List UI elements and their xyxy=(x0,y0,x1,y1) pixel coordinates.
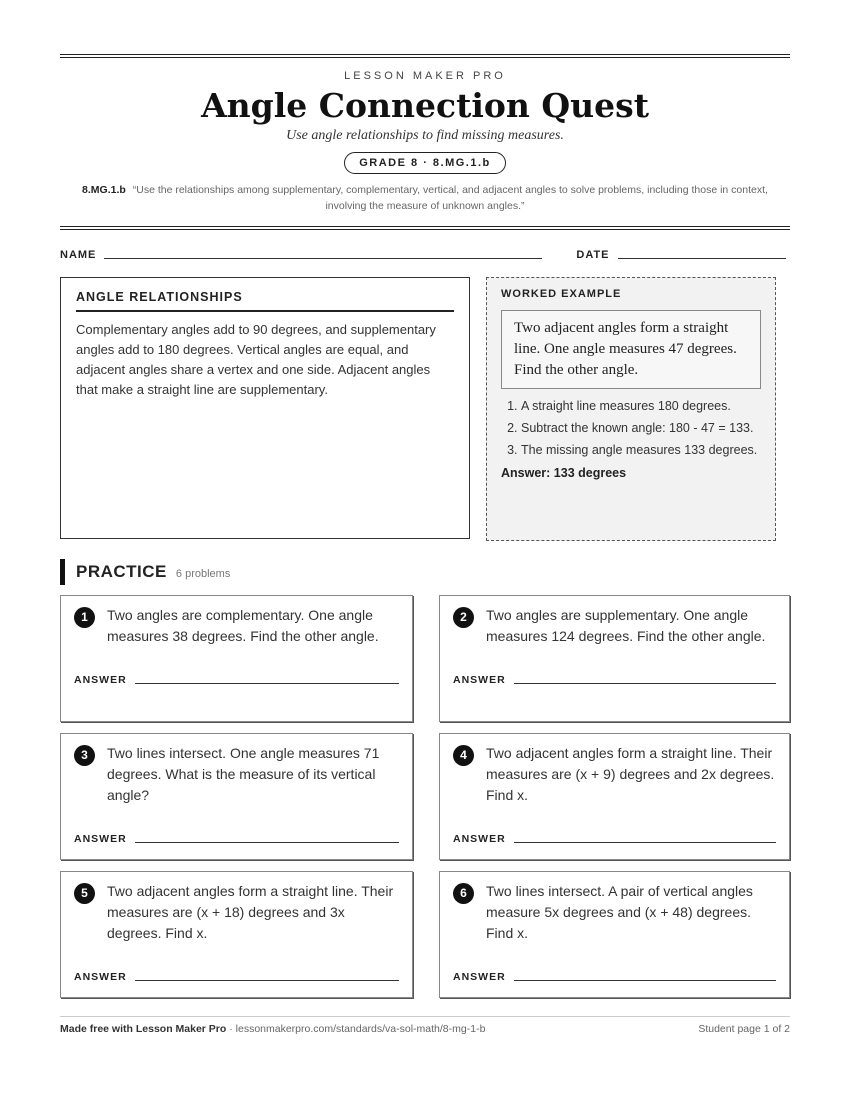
worksheet-page xyxy=(60,54,790,998)
standard-code: 8.MG.1.b xyxy=(82,184,126,196)
problem-card-3 xyxy=(60,733,413,860)
worked-example-problem: Two adjacent angles form a straight line. One angle measures 47 degrees. Find the other angle. xyxy=(501,310,761,389)
page-footer xyxy=(60,1016,790,1035)
name-label: NAME xyxy=(60,249,97,261)
problem-card-1 xyxy=(60,595,413,722)
problem-text: Two angles are complementary. One angle measures 38 degrees. Find the other angle. xyxy=(107,607,379,644)
intro-section xyxy=(60,277,790,541)
worked-example-box xyxy=(486,277,776,541)
problem-text: Two adjacent angles form a straight line. Their measures are (x + 18) degrees and 3x degrees. Find x. xyxy=(107,883,394,941)
footer-credit xyxy=(60,1023,485,1035)
practice-title: PRACTICE xyxy=(76,562,167,581)
worked-example-steps xyxy=(501,397,761,460)
practice-heading xyxy=(60,559,790,585)
date-label: DATE xyxy=(576,249,610,261)
answer-label: ANSWER xyxy=(453,971,506,983)
problem-number: 4 xyxy=(453,745,474,766)
worked-example-answer: Answer: 133 degrees xyxy=(501,466,627,480)
problem-text: Two lines intersect. A pair of vertical angles measure 5x degrees and (x + 48) degrees. Find x. xyxy=(486,883,753,941)
footer-made-with: Made free with Lesson Maker Pro xyxy=(60,1023,227,1035)
standard-text: “Use the relationships among supplementary, complementary, vertical, and adjacent angles to solve problems, including those in context, involving the measure of unknown angles.” xyxy=(132,184,768,212)
answer-label: ANSWER xyxy=(453,674,506,686)
problem-number: 3 xyxy=(74,745,95,766)
angle-relationships-box xyxy=(60,277,470,539)
answer-field[interactable] xyxy=(514,832,776,843)
problem-text: Two angles are supplementary. One angle measures 124 degrees. Find the other angle. xyxy=(486,607,766,644)
worked-example-step: 2. Subtract the known angle: 180 - 47 = 133. xyxy=(521,419,761,438)
date-field[interactable] xyxy=(618,246,786,259)
answer-field[interactable] xyxy=(135,832,399,843)
header-top-rule xyxy=(60,54,790,58)
footer-page-number: Student page 1 of 2 xyxy=(698,1023,790,1035)
practice-count: 6 problems xyxy=(175,568,231,580)
answer-label: ANSWER xyxy=(74,971,127,983)
page-subtitle: Use angle relationships to find missing measures. xyxy=(286,128,564,143)
answer-label: ANSWER xyxy=(74,833,127,845)
problem-card-6 xyxy=(439,871,790,998)
footer-url[interactable]: · lessonmakerpro.com/standards/va-sol-math/8-mg-1-b xyxy=(226,1023,486,1035)
problem-number: 1 xyxy=(74,607,95,628)
relationships-title: ANGLE RELATIONSHIPS xyxy=(76,290,454,312)
problem-text: Two adjacent angles form a straight line. Their measures are (x + 9) degrees and 2x degrees. Find x. xyxy=(486,745,775,803)
problem-number: 5 xyxy=(74,883,95,904)
answer-label: ANSWER xyxy=(453,833,506,845)
brand-name: LESSON MAKER PRO xyxy=(344,70,506,82)
worked-example-step: 1. A straight line measures 180 degrees. xyxy=(521,397,761,416)
header-bottom-rule xyxy=(60,226,790,230)
practice-grid xyxy=(60,595,790,998)
problem-card-5 xyxy=(60,871,413,998)
problem-card-4 xyxy=(439,733,790,860)
grade-badge: GRADE 8 · 8.MG.1.b xyxy=(344,152,506,174)
worked-example-step: 3. The missing angle measures 133 degrees. xyxy=(521,441,761,460)
problem-number: 6 xyxy=(453,883,474,904)
answer-field[interactable] xyxy=(514,673,776,684)
worked-example-title: WORKED EXAMPLE xyxy=(501,288,622,300)
problem-text: Two lines intersect. One angle measures 71 degrees. What is the measure of its vertical angle? xyxy=(107,745,380,803)
page-title: Angle Connection Quest xyxy=(201,86,649,125)
name-date-row xyxy=(60,246,790,261)
problem-number: 2 xyxy=(453,607,474,628)
answer-field[interactable] xyxy=(514,970,776,981)
name-field[interactable] xyxy=(104,246,542,259)
standard-description xyxy=(70,182,780,214)
answer-label: ANSWER xyxy=(74,674,127,686)
problem-card-2 xyxy=(439,595,790,722)
answer-field[interactable] xyxy=(135,970,399,981)
relationships-text: Complementary angles add to 90 degrees, and supplementary angles add to 180 degrees. Vertical angles are equal, and adjacent angles share a vertex and one side. Adjacent angles that make a straight line are supplementary. xyxy=(76,322,436,397)
answer-field[interactable] xyxy=(135,673,399,684)
